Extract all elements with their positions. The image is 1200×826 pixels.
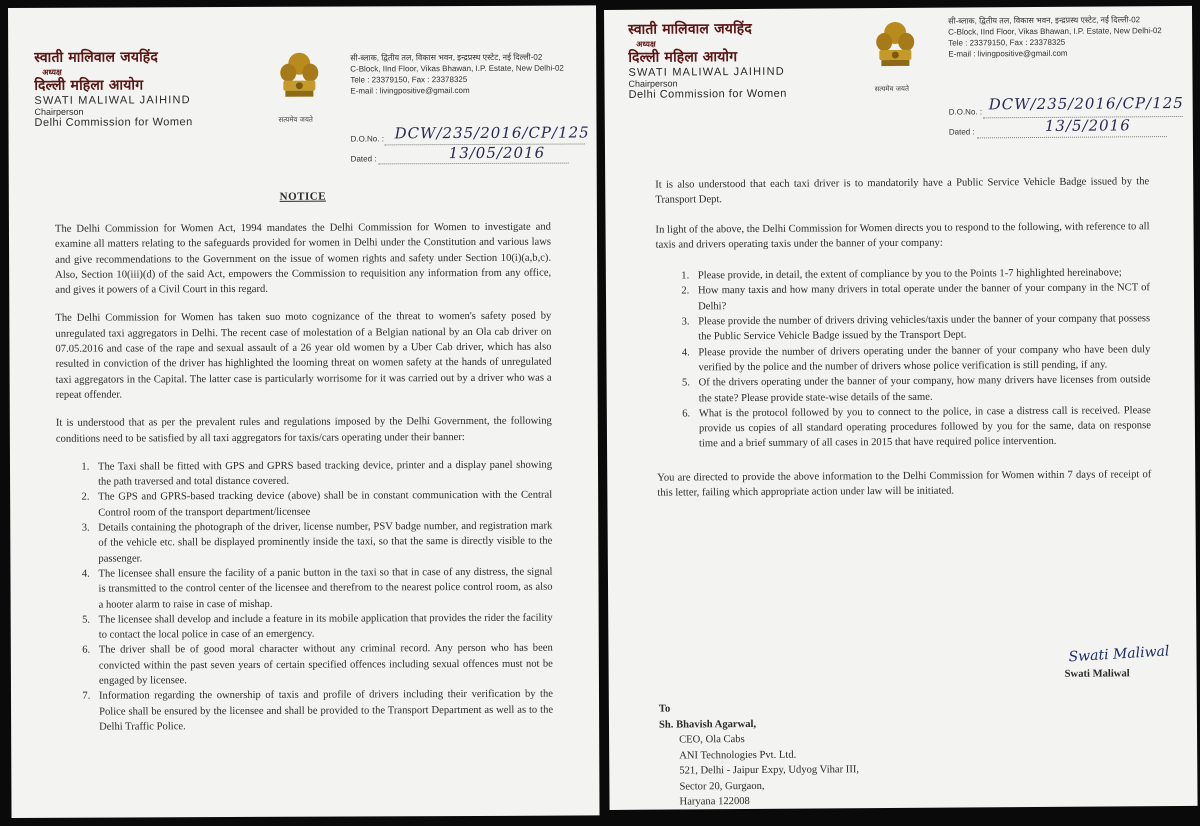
list-item: 7. Information regarding the ownership of taxis and profile of drivers including their verification by the Police shall be ensured by the licensee and shall be provided to the Transport Department as well as to the Delhi Traffic Police. bbox=[93, 687, 553, 735]
letterhead-hindi-role: अध्यक्ष bbox=[636, 39, 656, 49]
dated-label: Dated : bbox=[948, 127, 975, 137]
do-number-handwritten: DCW/235/2016/CP/125 bbox=[394, 123, 590, 143]
address-english: C-Block, IInd Floor, Vikas Bhawan, I.P. Estate, New Delhi-02 bbox=[350, 63, 564, 74]
paragraph: In light of the above, the Delhi Commission for Women directs you to respond to the following, with reference to all taxis and drivers operating taxis under the banner of your company: bbox=[655, 220, 1150, 251]
national-emblem-icon bbox=[276, 51, 322, 125]
dated-handwritten: 13/05/2016 bbox=[448, 143, 546, 163]
address-hindi: सी-ब्लाक, द्वितीय तल, विकास भवन, इन्द्रप्रस्थ एस्टेट, नई दिल्ली-02 bbox=[948, 15, 1141, 26]
signatory-name: Swati Maliwal bbox=[1064, 668, 1130, 680]
dated-rule bbox=[379, 163, 569, 165]
dated-rule bbox=[977, 136, 1167, 138]
national-emblem-icon bbox=[872, 20, 919, 94]
recipient-name: Sh. Bhavish Agarwal, bbox=[658, 718, 757, 731]
paragraph: It is understood that as per the prevalent rules and regulations imposed by the Delhi Government, the following conditions need to be satisfied by all taxi aggregators for taxis/cars operating under their banner: bbox=[55, 415, 552, 445]
paragraph: The Delhi Commission for Women has taken suo moto cognizance of the threat to women's safety posed by unregulated taxi aggregators in Delhi. The recent case of molestation of a Belgian national by an Ola cab driver on 07.05.2016 and case of the rape and sexual assault of a 26 year old women by a Uber Cab driver, which has also resulted in conviction of the driver has highlighted the looming threat on women safety at the hands of unregulated taxi aggregators in the Capital. The latter case is particularly worrisome for it was carried out by a driver who was a repeat offender. bbox=[55, 311, 552, 401]
list-item: 5. Of the drivers operating under the banner of your company, how many drivers have licenses from outside the state? Please provide state-wise details of the same. bbox=[693, 372, 1151, 406]
letterhead-role: Chairperson bbox=[628, 78, 678, 89]
letterhead-name: SWATI MALIWAL JAIHIND bbox=[34, 94, 191, 107]
letterhead-sender bbox=[34, 47, 193, 129]
list-item: 1. Please provide, in detail, the extent of compliance by you to the Points 1-7 highlighted hereinabove; bbox=[692, 265, 1150, 283]
letterhead-contact bbox=[948, 14, 1188, 60]
notice-body bbox=[55, 220, 553, 735]
list-item: 2. How many taxis and how many drivers in total operate under the banner of your company in the NCT of Delhi? bbox=[692, 281, 1150, 315]
letterhead-hindi-role: अध्यक्ष bbox=[42, 67, 62, 77]
recipient-street: 521, Delhi - Jaipur Expy, Udyog Vihar III, bbox=[679, 764, 860, 777]
closing-paragraph: You are directed to provide the above information to the Delhi Commission for Women within 7 days of receipt of this letter, failing which appropriate action under law will be initiated. bbox=[657, 468, 1152, 499]
list-item: 4. The licensee shall ensure the facility of a panic button in the taxi so that in case of any distress, the signal is transmitted to the control center of the licensee and therefrom to the nearest police control room, as also a hooter alarm to raise in case of mishap. bbox=[92, 565, 552, 613]
list-item: 1. The Taxi shall be fitted with GPS and GPRS based tracking device, printer and a display panel showing the path traversed and total distance covered. bbox=[92, 457, 552, 490]
list-item: 6. The driver shall be of good moral character without any criminal record. Any person who has been convicted within the past seven years of certain specified offences including sexual offences must not be engaged by licensee. bbox=[93, 641, 553, 689]
do-number-label: D.O.No. : bbox=[948, 107, 983, 117]
letter-page-2 bbox=[604, 6, 1198, 810]
letter-page-1 bbox=[8, 5, 600, 818]
email: E-mail : livingpositive@gmail.com bbox=[350, 85, 470, 96]
to-label: To bbox=[658, 703, 671, 715]
dated-handwritten: 13/5/2016 bbox=[1044, 116, 1131, 135]
telephone-fax: Tele : 23379150, Fax : 23378325 bbox=[948, 37, 1066, 48]
address-hindi: सी-ब्लाक, द्वितीय तल, विकास भवन, इन्द्रप्रस्थ एस्टेट, नई दिल्ली-02 bbox=[350, 52, 543, 63]
email: E-mail : livingpositive@gmail.com bbox=[948, 48, 1068, 59]
letterhead-sender bbox=[628, 19, 787, 101]
letterhead-hindi-org: दिल्ली महिला आयोग bbox=[628, 49, 738, 66]
directions-list bbox=[656, 265, 1151, 452]
do-number-handwritten: DCW/235/2016/CP/125 bbox=[988, 93, 1184, 114]
letterhead-hindi-name: स्वाती मालिवाल जयहिंद bbox=[628, 20, 753, 38]
dated-label: Dated : bbox=[350, 154, 377, 164]
letterhead-name: SWATI MALIWAL JAIHIND bbox=[628, 65, 785, 79]
letterhead-contact bbox=[350, 51, 590, 96]
letterhead-org: Delhi Commission for Women bbox=[34, 116, 193, 129]
recipient-sector: Sector 20, Gurgaon, bbox=[679, 780, 765, 792]
list-item: 5. The licensee shall develop and include a feature in its mobile application that provides the rider the facility to contact the local police in case of an emergency. bbox=[93, 610, 553, 643]
conditions-list bbox=[56, 457, 553, 735]
letterhead-hindi-name: स्वाती मालिवाल जयहिंद bbox=[34, 49, 159, 66]
address-english: C-Block, IInd Floor, Vikas Bhawan, I.P. Estate, New Delhi-02 bbox=[948, 26, 1162, 37]
do-number-label: D.O.No. : bbox=[350, 134, 384, 144]
signature-image: Swati Maliwal bbox=[1068, 643, 1170, 666]
paragraph: It is also understood that each taxi driver is to mandatorily have a Public Service Vehicle Badge issued by the Transport Dept. bbox=[655, 176, 1150, 206]
recipient-company: ANI Technologies Pvt. Ltd. bbox=[679, 749, 797, 761]
recipient-title: CEO, Ola Cabs bbox=[679, 734, 745, 746]
letterhead-hindi-org: दिल्ली महिला आयोग bbox=[34, 77, 144, 94]
recipient-state: Haryana 122008 bbox=[679, 796, 750, 808]
list-item: 2. The GPS and GPRS-based tracking device (above) shall be in constant communication with the Central Control room of the transport department/licensee bbox=[92, 488, 552, 521]
emblem-motto: सत्यमेव जयते bbox=[278, 115, 313, 124]
list-item: 6. What is the protocol followed by you to connect to the police, in case a distress call is received. Please provide us copies of all standard operating procedures followed by you for the same, data on response time and a brief summary of all cases in 2015 that have required police intervention. bbox=[693, 403, 1151, 452]
list-item: 3. Details containing the photograph of the driver, license number, PSV badge number, and registration mark of the vehicle etc. shall be displayed prominently inside the taxi, so that the same is directly visible to the passenger. bbox=[92, 519, 552, 567]
recipient-address bbox=[659, 700, 859, 810]
list-item: 3. Please provide the number of drivers driving vehicles/taxis under the banner of your company that possess the Public Service Vehicle Badge issued by the Transport Dept. bbox=[692, 311, 1150, 345]
notice-title: NOTICE bbox=[279, 190, 327, 203]
emblem-motto: सत्यमेव जयते bbox=[874, 84, 909, 94]
paragraph: The Delhi Commission for Women Act, 1994 mandates the Delhi Commission for Women to investigate and examine all matters relating to the safeguards provided for women in Delhi under the Constitution and various laws and give recommendations to the Government on the issue of women rights and safety under Section 10(i)(a,b,c). Also, Section 10(iii)(d) of the said Act, empowers the Commission to requisition any information from any office, and gives it powers of a Civil Court in this regard. bbox=[54, 221, 552, 296]
list-item: 4. Please provide the number of drivers operating under the banner of your company who have been duly verified by the police and the number of drivers whose police verification is still pending, if any. bbox=[692, 342, 1150, 376]
letter-body bbox=[655, 174, 1151, 501]
telephone-fax: Tele : 23379150, Fax : 23378325 bbox=[350, 74, 468, 85]
letterhead-role: Chairperson bbox=[34, 106, 84, 117]
letterhead-org: Delhi Commission for Women bbox=[628, 87, 787, 101]
